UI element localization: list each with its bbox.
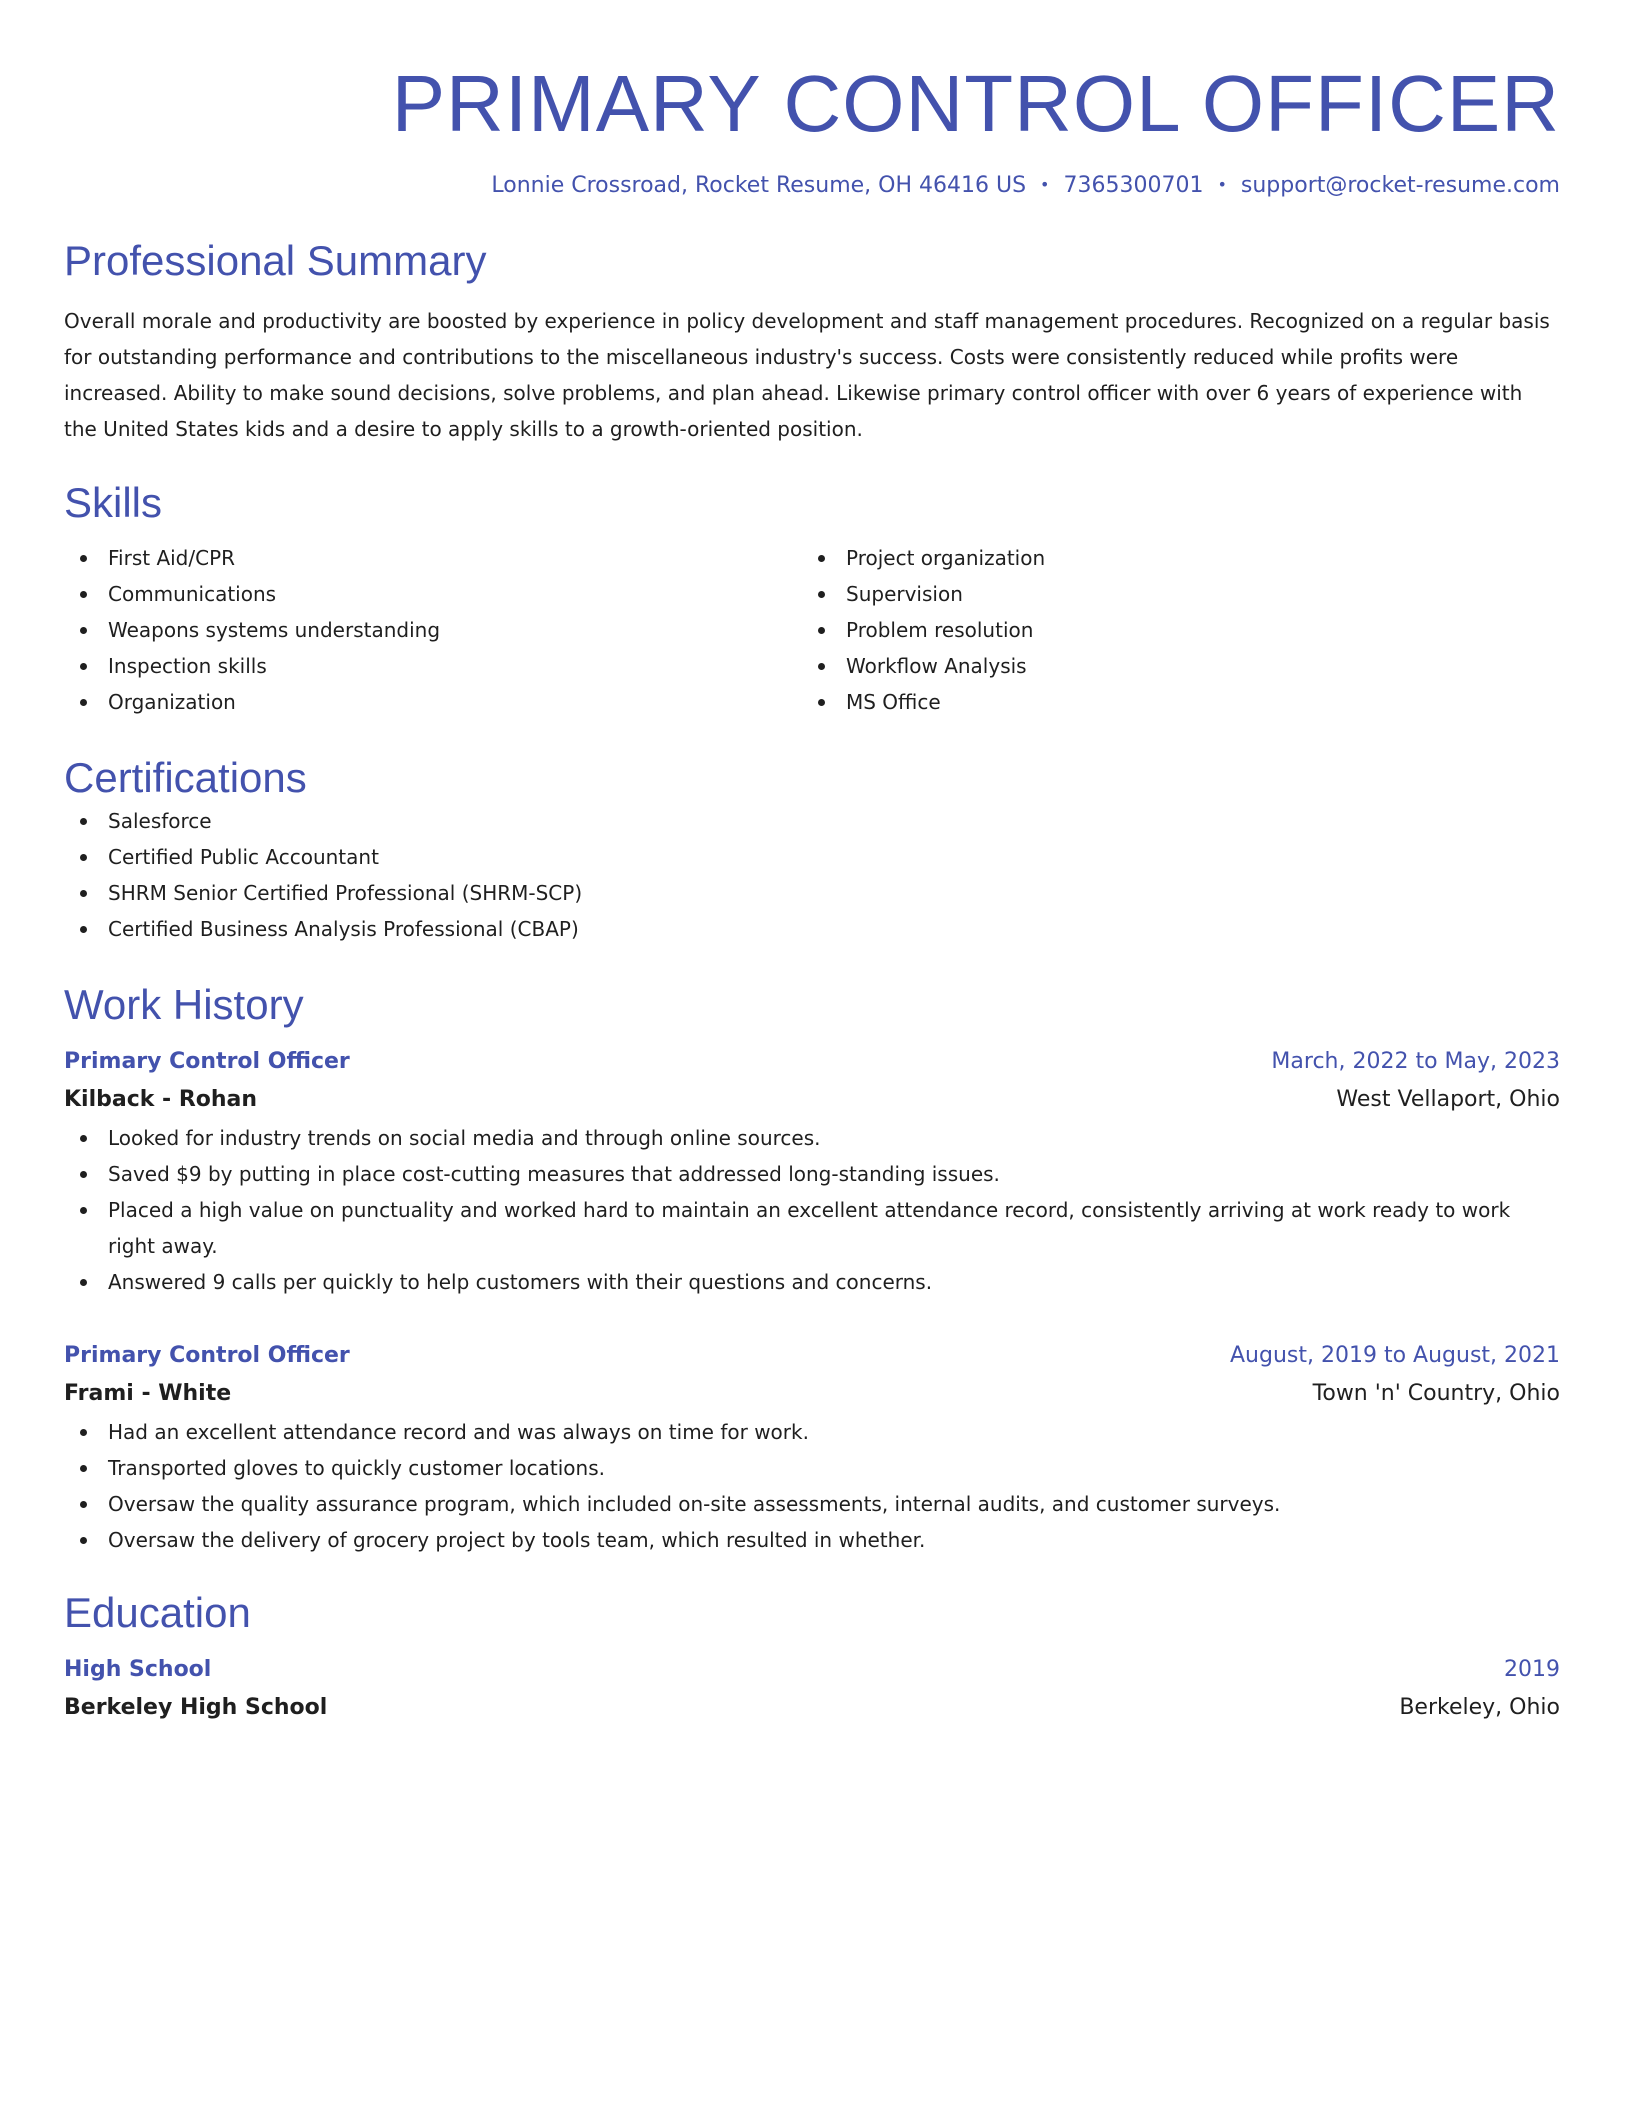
certifications-list bbox=[64, 803, 1560, 947]
job-company: Kilback - Rohan bbox=[64, 1087, 258, 1112]
contact-phone: 7365300701 bbox=[1063, 173, 1204, 198]
resume-page bbox=[64, 0, 1560, 1728]
job-header-row bbox=[64, 1338, 1560, 1374]
contact-email: support@rocket-resume.com bbox=[1240, 173, 1560, 198]
summary-text: Overall morale and productivity are boosted by experience in policy development and staff management procedures. Recognized on a regular basis for outstanding performance and contributions to the miscellaneous industry's success. Costs were consistently reduced while profits were increased. Ability to make sound decisions, solve problems, and plan ahead. Likewise primary control officer with over 6 years of experience with the United States kids and a desire to apply skills to a growth-oriented position. bbox=[64, 309, 1550, 441]
education-degree: High School bbox=[64, 1657, 212, 1682]
job-company-row bbox=[64, 1080, 1560, 1120]
job-duties-list bbox=[64, 1414, 1560, 1558]
skill-item: Workflow Analysis bbox=[802, 648, 1540, 684]
education-school: Berkeley High School bbox=[64, 1695, 328, 1720]
skills-column-left bbox=[64, 540, 802, 720]
contact-line bbox=[64, 170, 1560, 201]
skill-item: First Aid/CPR bbox=[64, 540, 802, 576]
job-duty-item: Looked for industry trends on social media and through online sources. bbox=[64, 1120, 1560, 1156]
work-history-heading: Work History bbox=[64, 981, 304, 1028]
skills-heading: Skills bbox=[64, 479, 163, 526]
skill-item: Organization bbox=[64, 684, 802, 720]
skill-item: Problem resolution bbox=[802, 612, 1540, 648]
certification-item: Certified Business Analysis Professional (CBAP) bbox=[64, 911, 1560, 947]
skills-list-left bbox=[64, 540, 802, 720]
job-duty-item: Placed a high value on punctuality and worked hard to maintain an excellent attendance record, consistently arriving at work ready to work right away. bbox=[64, 1192, 1560, 1264]
education-entry bbox=[64, 1652, 1560, 1728]
job-location: West Vellaport, Ohio bbox=[1336, 1087, 1560, 1112]
education-school-row bbox=[64, 1688, 1560, 1728]
job-dates: March, 2022 to May, 2023 bbox=[1271, 1049, 1560, 1074]
certifications-heading: Certifications bbox=[64, 754, 307, 801]
job-dates: August, 2019 to August, 2021 bbox=[1230, 1343, 1560, 1368]
education-location: Berkeley, Ohio bbox=[1399, 1695, 1560, 1720]
job-duties-list bbox=[64, 1120, 1560, 1300]
education-heading: Education bbox=[64, 1589, 251, 1636]
contact-separator: • bbox=[1217, 175, 1227, 194]
job-header-row bbox=[64, 1044, 1560, 1080]
resume-title: PRIMARY CONTROL OFFICER bbox=[391, 59, 1560, 148]
education-year: 2019 bbox=[1504, 1657, 1560, 1682]
certification-item: Certified Public Accountant bbox=[64, 839, 1560, 875]
job-location: Town 'n' Country, Ohio bbox=[1312, 1381, 1560, 1406]
education-header-row bbox=[64, 1652, 1560, 1688]
job-title: Primary Control Officer bbox=[64, 1049, 350, 1074]
job-company-row bbox=[64, 1374, 1560, 1414]
skills-column-right bbox=[802, 540, 1540, 720]
skills-list-right bbox=[802, 540, 1540, 720]
job-entry bbox=[64, 1044, 1560, 1300]
job-duty-item: Oversaw the quality assurance program, which included on-site assessments, internal audits, and customer surveys. bbox=[64, 1486, 1560, 1522]
skill-item: Weapons systems understanding bbox=[64, 612, 802, 648]
skill-item: Supervision bbox=[802, 576, 1540, 612]
skill-item: MS Office bbox=[802, 684, 1540, 720]
job-duty-item: Answered 9 calls per quickly to help customers with their questions and concerns. bbox=[64, 1264, 1560, 1300]
skill-item: Project organization bbox=[802, 540, 1540, 576]
job-title: Primary Control Officer bbox=[64, 1343, 350, 1368]
job-duty-item: Saved $9 by putting in place cost-cutting measures that addressed long-standing issues. bbox=[64, 1156, 1560, 1192]
job-company: Frami - White bbox=[64, 1381, 232, 1406]
job-duty-item: Transported gloves to quickly customer locations. bbox=[64, 1450, 1560, 1486]
job-duty-item: Had an excellent attendance record and was always on time for work. bbox=[64, 1414, 1560, 1450]
skill-item: Inspection skills bbox=[64, 648, 802, 684]
contact-address: Lonnie Crossroad, Rocket Resume, OH 46416 US bbox=[491, 173, 1027, 198]
skills-grid bbox=[64, 540, 1560, 720]
job-entry bbox=[64, 1338, 1560, 1558]
contact-separator: • bbox=[1040, 175, 1050, 194]
certification-item: Salesforce bbox=[64, 803, 1560, 839]
skill-item: Communications bbox=[64, 576, 802, 612]
certification-item: SHRM Senior Certified Professional (SHRM-SCP) bbox=[64, 875, 1560, 911]
summary-heading: Professional Summary bbox=[64, 237, 487, 284]
job-duty-item: Oversaw the delivery of grocery project by tools team, which resulted in whether. bbox=[64, 1522, 1560, 1558]
